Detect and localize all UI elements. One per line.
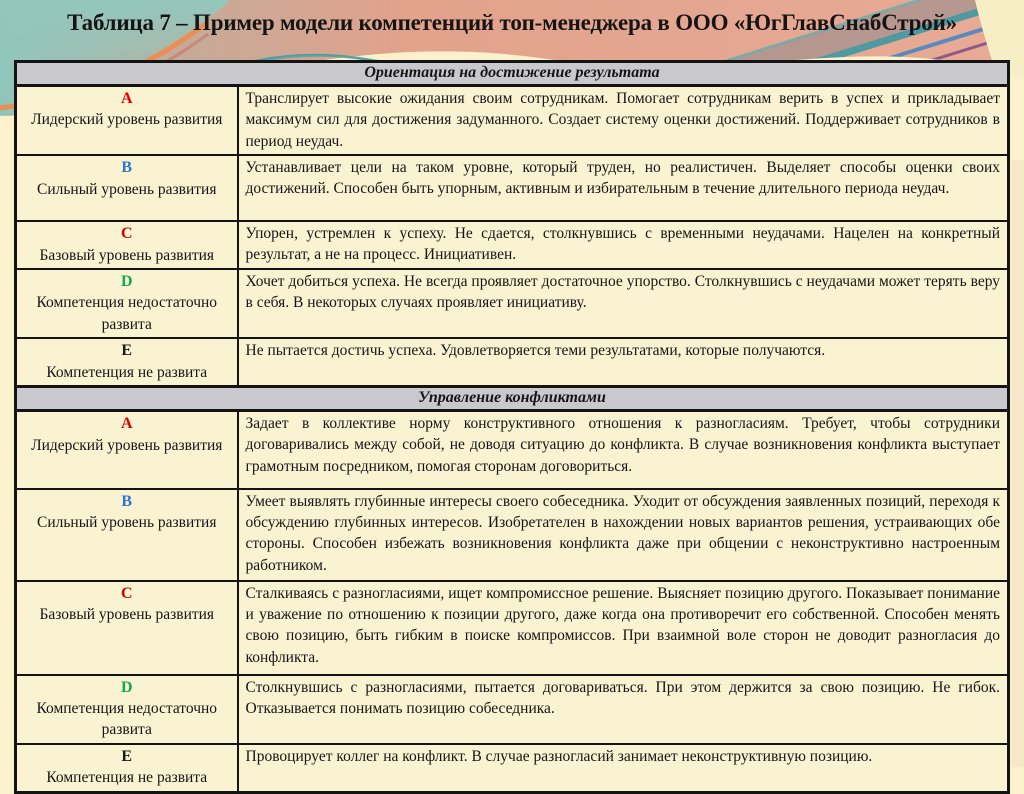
description-cell: Сталкиваясь с разногласиями, ищет компромиссное решение. Выясняет позицию другого. Показывает понимание и уважение по отношению к позиции другого, даже когда она противоречит его собственной. Способен менять свою позицию, быть гибким в поиске компромиссов. При взаимной воле сторон не доводит разногласия до конфликта. <box>238 581 1009 675</box>
description-cell: Столкнувшись с разногласиями, пытается договариваться. При этом держится за свою позицию. Не гибок. Отказывается понимать позицию собеседника. <box>238 675 1009 744</box>
level-letter: D <box>120 272 133 290</box>
table-row <box>16 489 1009 581</box>
table-row <box>16 675 1009 744</box>
description-cell: Не пытается достичь успеха. Удовлетворяется теми результатами, которые получаются. <box>238 338 1009 386</box>
level-cell <box>16 269 238 338</box>
description-cell: Транслирует высокие ожидания своим сотрудникам. Помогает сотрудникам верить в успех и прикладывает максимум сил для достижения задуманного. Создает систему оценки достижений. Поддерживает сотрудников в период неудач. <box>238 85 1009 155</box>
level-label: Базовый уровень развития <box>39 606 215 624</box>
description-cell: Упорен, устремлен к успеху. Не сдается, столкнувшись с временными неудачами. Нацелен на конкретный результат, а не на процесс. Инициативен. <box>238 221 1009 269</box>
description-cell: Хочет добиться успеха. Не всегда проявляет достаточное упорство. Столкнувшись с неудачами может терять веру в себя. В некоторых случаях проявляет инициативу. <box>238 269 1009 338</box>
level-label: Компетенция недостаточно развита <box>36 294 218 333</box>
section-header-conflicts: Управление конфликтами <box>16 387 1009 411</box>
slide-title: Таблица 7 – Пример модели компетенций топ-менеджера в ООО «ЮгГлавСнабСтрой» <box>67 10 957 35</box>
level-cell <box>16 85 238 155</box>
level-cell <box>16 675 238 744</box>
table-row <box>16 338 1009 386</box>
level-letter: D <box>120 678 133 696</box>
section-header-results: Ориентация на достижение результата <box>16 62 1009 86</box>
competency-table <box>14 60 1010 794</box>
level-label: Компетенция не развита <box>46 363 208 381</box>
table-row <box>16 744 1009 792</box>
level-letter: B <box>121 492 133 510</box>
level-letter: C <box>120 224 133 242</box>
level-cell <box>16 221 238 269</box>
level-letter: B <box>121 158 133 176</box>
level-letter: A <box>120 89 133 107</box>
level-letter: A <box>120 415 133 432</box>
table-row <box>16 221 1009 269</box>
level-cell <box>16 155 238 221</box>
level-cell <box>16 744 238 792</box>
level-cell <box>16 581 238 675</box>
table-row <box>16 411 1009 489</box>
table-row <box>16 155 1009 221</box>
level-label: Базовый уровень развития <box>39 246 215 264</box>
level-label: Лидерский уровень развития <box>31 111 223 129</box>
description-cell: Умеет выявлять глубинные интересы своего собеседника. Уходит от обсуждения заявленных позиций, переходя к обсуждению глубинных интересов. Изобретателен в нахождении новых вариантов решения, устраивающих обе стороны. Способен избежать возникновения конфликта даже при общении с неконструктивно настроенным работником. <box>238 489 1009 581</box>
table-row <box>16 581 1009 675</box>
table-row <box>16 85 1009 155</box>
level-cell <box>16 411 238 489</box>
level-label: Компетенция не развита <box>46 769 208 787</box>
level-label: Сильный уровень развития <box>37 514 217 532</box>
level-label: Лидерский уровень развития <box>31 436 223 454</box>
level-label: Компетенция недостаточно развита <box>36 700 218 739</box>
table-row <box>16 269 1009 338</box>
level-letter: C <box>120 584 133 602</box>
description-cell: Провоцирует коллег на конфликт. В случае разногласий занимает неконструктивную позицию. <box>238 744 1009 792</box>
description-cell: Задает в коллективе норму конструктивного отношения к разногласиям. Требует, чтобы сотрудники договаривались между собой, не доводя ситуацию до конфликта. В случае возникновения конфликта выступает грамотным посредником, помогая сторонам договориться. <box>238 411 1009 489</box>
level-cell <box>16 338 238 386</box>
level-cell <box>16 489 238 581</box>
level-letter: E <box>121 747 133 765</box>
level-letter: E <box>121 342 133 360</box>
description-cell: Устанавливает цели на таком уровне, который труден, но реалистичен. Выделяет способы оценки своих достижений. Способен быть упорным, активным и избирательным в течение длительного периода неудач. <box>238 155 1009 221</box>
level-label: Сильный уровень развития <box>37 180 217 198</box>
